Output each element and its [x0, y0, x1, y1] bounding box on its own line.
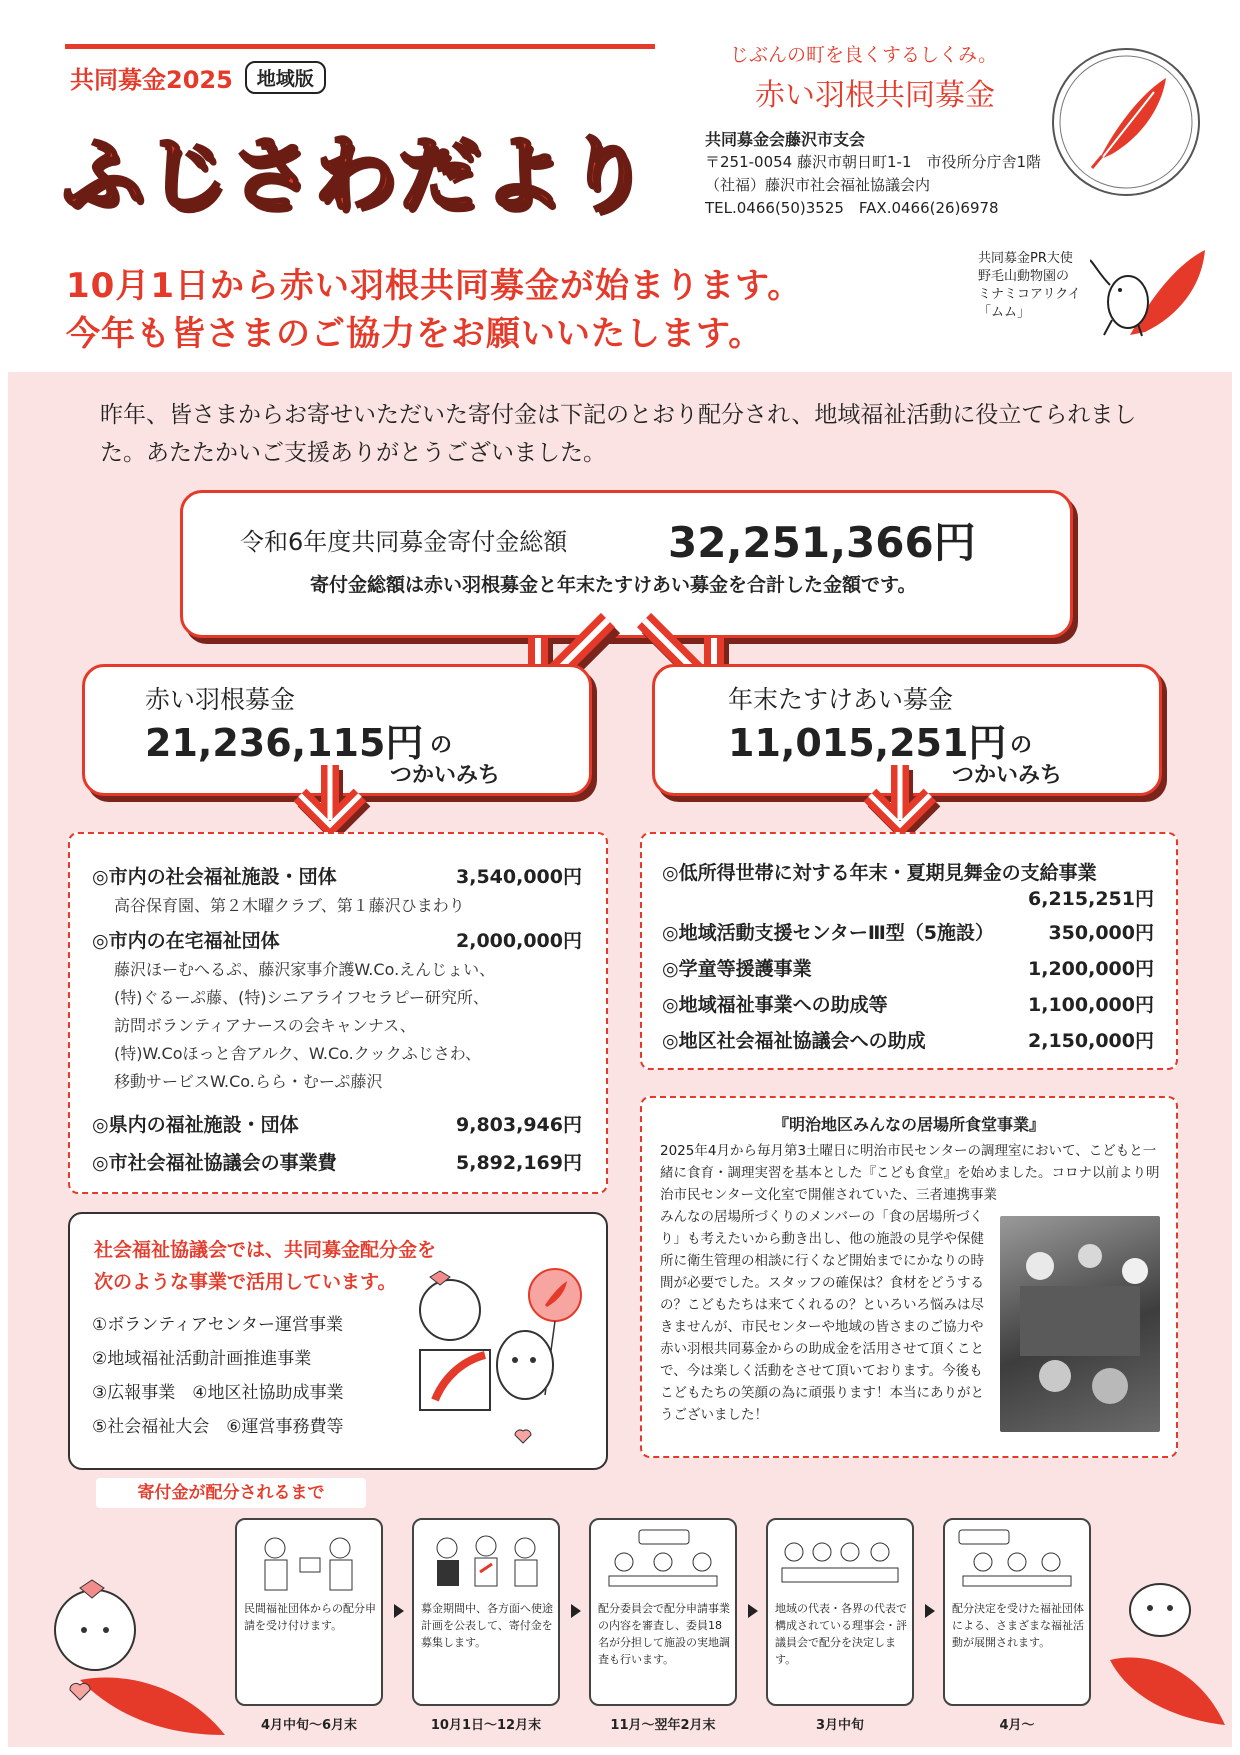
council-item: ⑤社会福祉大会 ⑥運営事務費等 — [92, 1417, 344, 1437]
process-step-date: 4月中旬〜6月末 — [260, 1718, 358, 1733]
fundraising-illustration-icon — [422, 1528, 550, 1594]
red-feather-amount: 21,236,115円 — [145, 721, 424, 765]
header-rule — [65, 44, 655, 49]
year-end-amount: 11,015,251円 — [728, 721, 1007, 765]
lead-line-1: 10月1日から赤い羽根共同募金が始まります。 — [66, 266, 803, 306]
anteater-mascot — [1090, 240, 1210, 344]
list-item — [92, 862, 582, 889]
slogan: じぶんの町を良くするしくみ。 — [730, 44, 998, 66]
mascot-caption — [978, 250, 1081, 322]
org-name: 共同募金会藤沢市支会 — [705, 130, 866, 149]
process-step-text: 民間福祉団体からの配分申請を受け付けます。 — [244, 1602, 376, 1632]
mascot-caption-2: 野毛山動物園の — [978, 269, 1070, 284]
item-amount: 350,000円 — [1048, 922, 1154, 944]
red-feather-use-label: つかいみち — [390, 763, 501, 788]
council-item: ①ボランティアセンター運営事業 — [92, 1315, 344, 1335]
item-detail-line: (特)W.Coほっと舎アルク、W.Co.クックふじさわ、 — [114, 1044, 482, 1063]
year-end-title: 年末たすけあい募金 — [728, 685, 954, 714]
kids-cafeteria-photo — [1000, 1216, 1160, 1432]
board-meeting-illustration-icon — [776, 1528, 904, 1594]
org-contact: TEL.0466(50)3525 FAX.0466(26)6978 — [705, 199, 999, 217]
process-heading: 寄付金が配分されるまで — [96, 1478, 366, 1508]
review-committee-illustration-icon — [599, 1528, 727, 1594]
item-detail-line: 移動サービスW.Co.らら・むーぷ藤沢 — [114, 1072, 383, 1091]
lead-line-2: 今年も皆さまのご協力をお願いいたします。 — [66, 314, 764, 354]
story-text: 2025年4月から毎月第3土曜日に明治市民センターの調理室において、こどもと一緒に食育・調理実習を基本とした『こども食堂』を始めました。コロナ以前より明治市民センター文化室で開催されていた、三者連携事業 — [660, 1143, 1160, 1203]
council-heading — [94, 1234, 436, 1298]
list-item — [92, 1148, 582, 1175]
process-step-text: 地域の代表・各界の代表で構成されている理事会・評議員会で配分を決定します。 — [775, 1602, 907, 1666]
mascot-feather-left-icon — [40, 1560, 230, 1750]
item-label: ◎県内の福祉施設・団体 — [92, 1114, 299, 1136]
process-step-text: 募金期間中、各方面へ使途計画を公表して、寄付金を募集します。 — [421, 1602, 553, 1649]
arrow-down-icon — [855, 760, 945, 840]
anteater-illustration-icon — [1090, 240, 1210, 340]
total-note: 寄付金総額は赤い羽根募金と年末たすけあい募金を合計した金額です。 — [310, 574, 917, 596]
item-detail-line: 訪問ボランティアナースの会キャンナス、 — [114, 1016, 416, 1035]
item-detail-line: 藤沢ほーむへるぷ、藤沢家事介護W.Co.えんじょい、 — [114, 960, 496, 979]
item-label: ◎地域福祉事業への助成等 — [662, 994, 888, 1016]
issue-line — [70, 60, 326, 95]
arrow-down-icon — [285, 760, 375, 840]
process-step-date: 10月1日〜12月末 — [430, 1718, 542, 1733]
red-feather-title: 赤い羽根募金 — [145, 685, 296, 714]
mascot-caption-4: 「ムム」 — [978, 305, 1031, 320]
item-amount: 5,892,169円 — [456, 1152, 582, 1174]
masthead-title: ふじさわだより — [62, 128, 651, 223]
council-item: ②地域福祉活動計画推進事業 — [92, 1349, 312, 1369]
year-end-use-label: つかいみち — [952, 763, 1063, 788]
list-item — [92, 1110, 582, 1137]
list-item — [92, 926, 582, 953]
item-amount: 3,540,000円 — [456, 866, 582, 888]
mascot-caption-3: ミナミコアリクイ — [978, 287, 1081, 302]
item-label: ◎学童等援護事業 — [662, 958, 812, 980]
item-label: ◎市社会福祉協議会の事業費 — [92, 1152, 337, 1174]
year-end-particle: の — [1010, 733, 1033, 758]
triangle-right-icon — [925, 1604, 935, 1618]
mascot-feather-right-icon — [1100, 1540, 1230, 1730]
item-label: ◎地区社会福祉協議会への助成 — [662, 1030, 926, 1052]
story-title: 『明治地区みんなの居場所食堂事業』 — [772, 1115, 1045, 1134]
item-amount: 6,215,251円 — [1028, 888, 1154, 910]
list-item — [662, 1026, 1154, 1053]
mascot-illustration-icon — [395, 1255, 595, 1455]
brand-name: 赤い羽根共同募金 — [755, 78, 995, 113]
feather-logo-icon — [1054, 50, 1198, 194]
council-heading-1: 社会福祉協議会では、共同募金配分金を — [94, 1239, 437, 1261]
triangle-right-icon — [748, 1604, 758, 1618]
council-heading-2: 次のような事業で活用しています。 — [94, 1271, 397, 1293]
red-feather-particle: の — [430, 733, 453, 758]
total-label: 令和6年度共同募金寄付金総額 — [240, 528, 568, 556]
item-detail-line: (特)ぐるーぷ藤、(特)シニアライフセラピー研究所、 — [114, 988, 489, 1007]
issue-title: 共同募金2025 — [70, 66, 233, 94]
triangle-right-icon — [394, 1604, 404, 1618]
org-address: 〒251-0054 藤沢市朝日町1-1 市役所分庁舎1階 — [705, 153, 1042, 171]
item-label: ◎低所得世帯に対する年末・夏期見舞金の支給事業 — [662, 862, 1097, 884]
org-address-2: （社福）藤沢市社会福祉協議会内 — [705, 176, 931, 194]
organization-info — [705, 128, 1041, 220]
list-item — [662, 918, 1154, 945]
item-label: ◎地域活動支援センターⅢ型（5施設） — [662, 922, 995, 944]
council-item: ③広報事業 ④地区社協助成事業 — [92, 1383, 344, 1403]
list-item — [662, 954, 1154, 981]
red-feather-seal — [1052, 48, 1200, 196]
mascot-caption-1: 共同募金PR大使 — [978, 251, 1073, 266]
process-step-text: 配分決定を受けた福祉団体による、さまざまな福祉活動が展開されます。 — [952, 1602, 1084, 1649]
intro-paragraph: 昨年、皆さまからお寄せいただいた寄付金は下記のとおり配分され、地域福祉活動に役立てられました。あたたかいご支援ありがとうございました。 — [100, 402, 1137, 466]
item-amount: 1,200,000円 — [1028, 958, 1154, 980]
welfare-activity-illustration-icon — [953, 1528, 1081, 1594]
application-illustration-icon — [245, 1528, 373, 1594]
list-item — [662, 858, 1154, 885]
item-label: ◎市内の社会福祉施設・団体 — [92, 866, 337, 888]
item-detail: 高谷保育園、第２木曜クラブ、第１藤沢ひまわり — [114, 896, 465, 915]
item-amount: 9,803,946円 — [456, 1114, 582, 1136]
total-amount: 32,251,366円 — [668, 518, 976, 567]
mascots-with-donation-box — [395, 1255, 595, 1459]
item-label: ◎市内の在宅福祉団体 — [92, 930, 280, 952]
process-step-text: 配分委員会で配分申請事業の内容を審査し、委員18名が分担して施設の実地調査も行います。 — [598, 1602, 730, 1666]
photo-placeholder-icon — [1000, 1216, 1160, 1432]
list-item — [662, 990, 1154, 1017]
item-amount: 1,100,000円 — [1028, 994, 1154, 1016]
triangle-right-icon — [571, 1604, 581, 1618]
process-step-date: 4月〜 — [999, 1718, 1035, 1733]
edition-badge: 地域版 — [245, 61, 326, 94]
item-amount: 2,000,000円 — [456, 930, 582, 952]
process-step-date: 11月〜翌年2月末 — [610, 1718, 716, 1733]
item-detail — [114, 956, 495, 1096]
list-item-amount-row — [662, 884, 1154, 911]
process-step-date: 3月中旬 — [815, 1718, 865, 1733]
story-text-continued: みんなの居場所づくりのメンバーの「食の居場所づくり」も考えたいから動き出し、他の施設の見学や保健所に衛生管理の相談に行くなど開始までにかなりの時間が必要でした。スタッフの確保は？食材をどうするの？こどもたちは来てくれるの？といろいろ悩みは尽きませんが、市民センターや地域の皆さまのご協力や赤い羽根共同募金からの助成金を活用させて頂くことで、今は楽しく活動をさせて頂いております。今後もこどもたちの笑顔の為に頑張ります！本当にありがとうございました！ — [660, 1209, 984, 1423]
item-amount: 2,150,000円 — [1028, 1030, 1154, 1052]
